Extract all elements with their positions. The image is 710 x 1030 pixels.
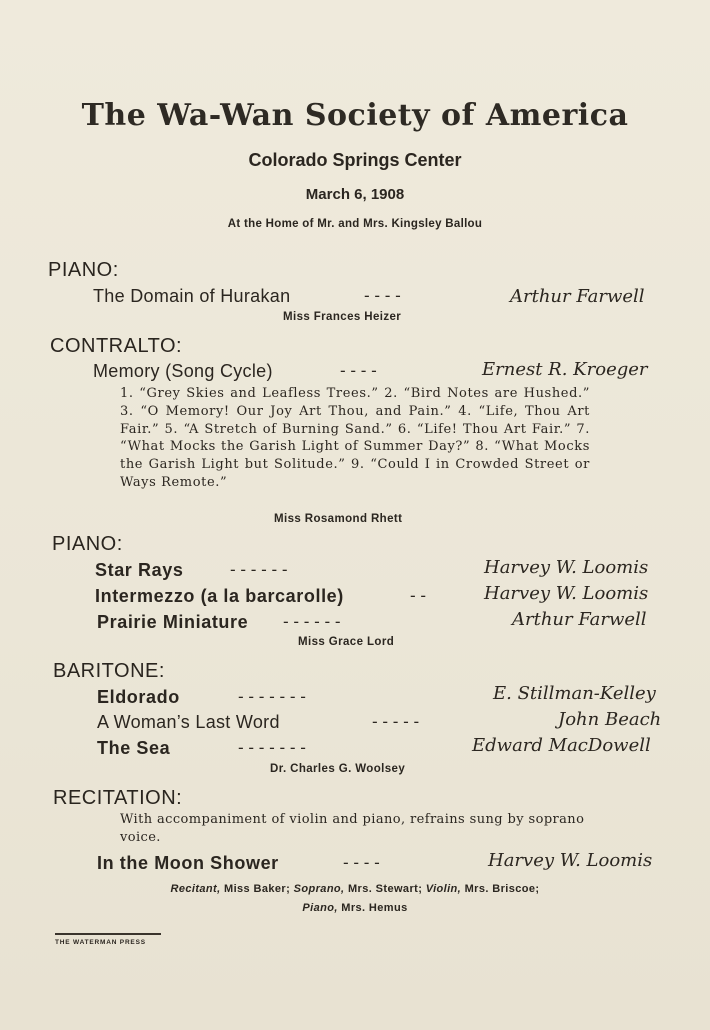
violin-label: Violin, — [425, 883, 462, 895]
piano-label: Piano, — [302, 902, 338, 914]
recitant-name: Miss Baker; — [224, 883, 291, 895]
soprano-name: Mrs. Stewart; — [347, 883, 423, 895]
piece-title: The Domain of Hurakan — [93, 286, 291, 306]
piece-title: The Sea — [97, 738, 171, 758]
section-heading-piano: PIANO: — [52, 533, 123, 555]
composer-name: Arthur Farwell — [510, 286, 645, 307]
composer-name: Harvey W. Loomis — [484, 557, 649, 578]
piece-title: Prairie Miniature — [97, 612, 249, 632]
piece-title: A Woman’s Last Word — [97, 712, 280, 732]
piece-title: Memory (Song Cycle) — [93, 361, 273, 381]
performer-name: Dr. Charles G. Woolsey — [270, 763, 406, 775]
soprano-label: Soprano, — [293, 883, 345, 895]
leader-dashes: - - - - — [364, 286, 401, 305]
printer-imprint: THE WATERMAN PRESS — [55, 939, 146, 946]
program-date: March 6, 1908 — [305, 186, 405, 203]
piece-title: Star Rays — [95, 560, 184, 580]
piece-title: In the Moon Shower — [97, 853, 279, 873]
piano-name: Mrs. Hemus — [341, 902, 408, 914]
section-heading-contralto: CONTRALTO: — [50, 335, 183, 357]
composer-name: Ernest R. Kroeger — [482, 359, 648, 380]
song-cycle-list: 1. “Grey Skies and Leafless Trees.” 2. “Bird Notes are Hushed.” 3. “O Memory! Our Joy Art Thou, and Pain.” 4. “Life, Thou Art Fair.” 5. “A Stretch of Burning Sand.” 6. “Life! Thou Art Fair.” 7. “What Mocks the Garish Light of Summer Day?” 8. “What Mocks the Garish Light but Solitude.” 9. “Could I in Crowded Street or Ways Remote.” — [120, 386, 590, 490]
section-heading-baritone: BARITONE: — [53, 660, 165, 682]
violin-name: Mrs. Briscoe; — [464, 883, 540, 895]
leader-dashes: - - - - - - — [283, 612, 341, 631]
section-heading-piano: PIANO: — [48, 259, 119, 281]
recitant-label: Recitant, — [170, 883, 221, 895]
composer-name: John Beach — [558, 709, 662, 730]
leader-dashes: - - — [410, 586, 427, 605]
leader-dashes: - - - - — [343, 853, 380, 872]
performer-name: Miss Frances Heizer — [283, 311, 402, 323]
leader-dashes: - - - - - - — [230, 560, 288, 579]
composer-name: E. Stillman-Kelley — [493, 683, 656, 704]
performer-name: Miss Grace Lord — [298, 636, 395, 648]
leader-dashes: - - - - - - - — [238, 687, 306, 706]
venue: At the Home of Mr. and Mrs. Kingsley Ballou — [227, 218, 483, 230]
performer-credits — [0, 880, 710, 918]
leader-dashes: - - - - - — [372, 712, 420, 731]
section-heading-recitation: RECITATION: — [53, 787, 183, 809]
leader-dashes: - - - - - - - — [238, 738, 306, 757]
recitation-note: With accompaniment of violin and piano, refrains sung by soprano voice. — [120, 812, 585, 845]
composer-name: Harvey W. Loomis — [484, 583, 649, 604]
footer-rule — [55, 933, 161, 935]
program-title: The Wa-Wan Society of America — [81, 98, 629, 133]
piece-title: Eldorado — [97, 687, 180, 707]
composer-name: Edward MacDowell — [472, 735, 651, 756]
piece-title: Intermezzo (a la barcarolle) — [95, 586, 344, 606]
performer-name: Miss Rosamond Rhett — [274, 513, 403, 525]
composer-name: Arthur Farwell — [512, 609, 647, 630]
leader-dashes: - - - - — [340, 361, 377, 380]
composer-name: Harvey W. Loomis — [488, 850, 653, 871]
center-name: Colorado Springs Center — [248, 150, 462, 170]
